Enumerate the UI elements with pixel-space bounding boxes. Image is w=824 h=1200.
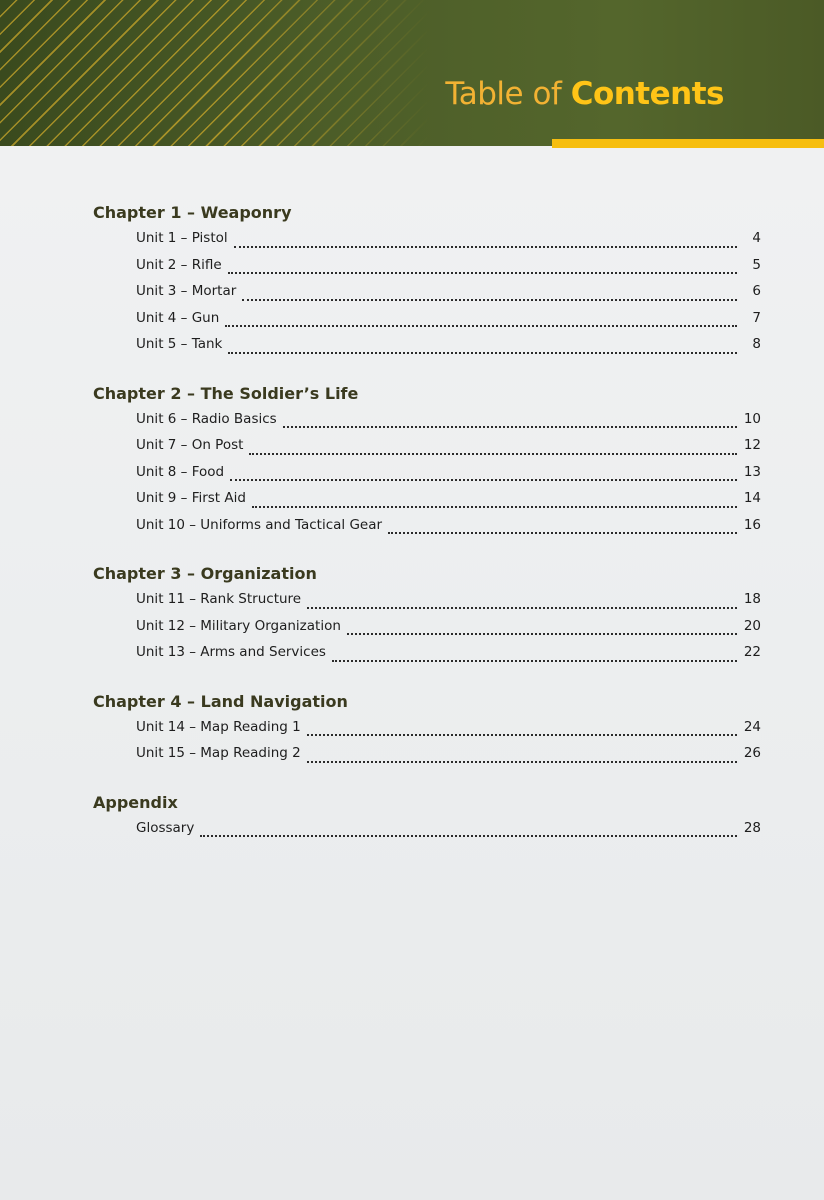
toc-entry-page: 24 (743, 718, 761, 735)
page-title-light: Table of (445, 76, 571, 112)
dot-leader (228, 272, 737, 274)
dot-leader (388, 532, 737, 534)
toc-entry-page: 8 (752, 336, 761, 352)
dot-leader (249, 453, 737, 455)
toc-entry-page: 20 (743, 617, 761, 634)
dot-leader (252, 506, 737, 508)
toc-entry-label: Unit 5 – Tank (136, 336, 223, 352)
toc-entry-page: 4 (752, 230, 761, 246)
toc-entry[interactable] (136, 310, 761, 337)
header-accent-bar (552, 139, 824, 148)
toc-entry-page: 7 (752, 309, 761, 326)
toc-entry-label: Unit 4 – Gun (136, 309, 220, 326)
chapter-2 (93, 383, 761, 544)
toc-entry[interactable] (136, 336, 761, 363)
toc-entry-label: Unit 14 – Map Reading 1 (136, 718, 301, 735)
toc-entry[interactable] (136, 820, 761, 847)
toc-entry[interactable] (136, 257, 761, 284)
toc-entry-page: 13 (743, 463, 761, 480)
page-title (445, 76, 724, 112)
page-header (0, 0, 824, 146)
toc-entry-label: Unit 3 – Mortar (136, 283, 237, 299)
toc-entry[interactable] (136, 517, 761, 544)
toc-entry-page: 16 (743, 516, 761, 533)
appendix (93, 792, 761, 847)
dot-leader (307, 734, 737, 736)
toc-entry[interactable] (136, 411, 761, 438)
toc-entry[interactable] (136, 464, 761, 491)
toc-entry-label: Unit 13 – Arms and Services (136, 644, 326, 660)
toc-entry-label: Unit 15 – Map Reading 2 (136, 745, 301, 761)
toc-entry-label: Glossary (136, 819, 195, 836)
toc-entry-label: Unit 12 – Military Organization (136, 617, 341, 634)
chapter-title: Chapter 2 – The Soldier’s Life (93, 383, 359, 403)
toc-entry[interactable] (136, 618, 761, 645)
toc-entry-page: 10 (743, 410, 761, 427)
toc-entry-label: Unit 9 – First Aid (136, 490, 246, 506)
dot-leader (332, 660, 737, 662)
toc-entry-page: 6 (752, 283, 761, 299)
dot-leader (234, 246, 737, 248)
dot-leader (283, 426, 737, 428)
dot-leader (307, 761, 737, 763)
table-of-contents (93, 202, 761, 866)
chapter-title: Chapter 1 – Weaponry (93, 203, 292, 222)
toc-entry[interactable] (136, 591, 761, 618)
dot-leader (347, 633, 737, 635)
dot-leader (230, 479, 737, 481)
toc-entry[interactable] (136, 719, 761, 746)
chapter-title: Appendix (93, 792, 178, 812)
chapter-3 (93, 563, 761, 671)
toc-entry-page: 12 (743, 437, 761, 453)
toc-entry-page: 5 (752, 256, 761, 273)
toc-entry-label: Unit 2 – Rifle (136, 256, 222, 273)
toc-entry[interactable] (136, 644, 761, 671)
toc-entry[interactable] (136, 283, 761, 310)
toc-entry-label: Unit 1 – Pistol (136, 230, 228, 246)
toc-entry[interactable] (136, 745, 761, 772)
toc-entry[interactable] (136, 437, 761, 464)
toc-entry-page: 14 (743, 490, 761, 506)
chapter-title: Chapter 3 – Organization (93, 564, 317, 583)
dot-leader (225, 325, 737, 327)
dot-leader (200, 835, 737, 837)
toc-entry-label: Unit 8 – Food (136, 463, 225, 480)
toc-entry-label: Unit 7 – On Post (136, 437, 244, 453)
toc-entry-page: 22 (743, 644, 761, 660)
toc-entry[interactable] (136, 490, 761, 517)
toc-entry-page: 18 (743, 591, 761, 607)
header-stripe-pattern (0, 0, 430, 146)
dot-leader (307, 607, 737, 609)
dot-leader (242, 299, 737, 301)
chapter-title: Chapter 4 – Land Navigation (93, 691, 348, 711)
chapter-4 (93, 691, 761, 772)
toc-entry[interactable] (136, 230, 761, 257)
dot-leader (228, 352, 737, 354)
toc-entry-page: 26 (743, 745, 761, 761)
page-title-bold: Contents (570, 76, 724, 112)
chapter-1 (93, 202, 761, 363)
toc-entry-label: Unit 6 – Radio Basics (136, 410, 277, 427)
toc-entry-label: Unit 10 – Uniforms and Tactical Gear (136, 516, 383, 533)
toc-entry-page: 28 (743, 819, 761, 836)
toc-entry-label: Unit 11 – Rank Structure (136, 591, 302, 607)
